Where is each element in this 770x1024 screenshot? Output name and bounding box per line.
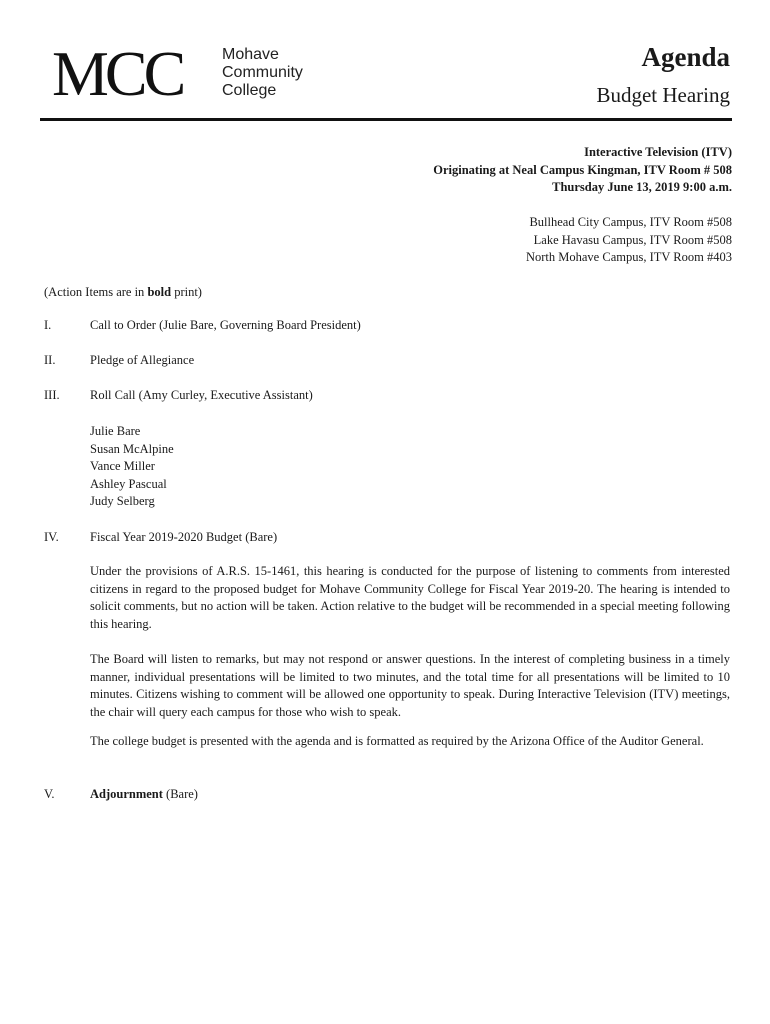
item-number: II. xyxy=(44,353,56,367)
action-items-note xyxy=(44,285,202,300)
board-member: Judy Selberg xyxy=(90,494,155,508)
document-subtitle: Budget Hearing xyxy=(596,83,730,107)
campus-location: North Mohave Campus, ITV Room #403 xyxy=(525,250,732,264)
board-member: Vance Miller xyxy=(90,459,155,473)
item-number: IV. xyxy=(44,530,59,544)
logo-wordmark xyxy=(222,46,303,100)
item-text: Pledge of Allegiance xyxy=(90,353,195,367)
item-text xyxy=(90,786,198,804)
logo-line: College xyxy=(222,82,277,99)
logo-line: Mohave xyxy=(222,46,279,63)
action-item-label: Adjournment xyxy=(90,787,163,801)
item-number: I. xyxy=(44,318,52,332)
meeting-datetime: Thursday June 13, 2019 9:00 a.m. xyxy=(552,180,732,194)
item-text: Roll Call (Amy Curley, Executive Assistant) xyxy=(90,388,313,402)
document-title: Agenda xyxy=(641,42,730,72)
header-divider xyxy=(40,118,732,121)
campus-locations xyxy=(526,214,732,267)
item-text: Fiscal Year 2019-2020 Budget (Bare) xyxy=(90,530,278,544)
note-text: print) xyxy=(171,285,202,299)
board-members-list xyxy=(90,423,174,511)
budget-paragraph-1: Under the provisions of A.R.S. 15-1461, this hearing is conducted for the purpose of listening to comments from interested citizens in regard to the proposed budget for Mohave Community College for Fiscal Year 2019-20. The hearing is intended to solicit comments, but no action will be taken. Action relative to the budget will be recommended in a special meeting following this hearing. xyxy=(90,564,730,631)
meeting-origin: Originating at Neal Campus Kingman, ITV Room # 508 xyxy=(433,162,732,177)
campus-location: Lake Havasu Campus, ITV Room #508 xyxy=(533,232,732,247)
board-member: Susan McAlpine xyxy=(90,441,174,456)
campus-location: Bullhead City Campus, ITV Room #508 xyxy=(529,215,732,229)
item-presenter: (Bare) xyxy=(162,787,198,801)
item-number: III. xyxy=(44,388,60,402)
note-text: (Action Items are in xyxy=(44,285,148,299)
budget-paragraph-2: The Board will listen to remarks, but may not respond or answer questions. In the interest of completing business in a timely manner, individual presentations will be limited to two minutes, and the total time for all presentations will be limited to 10 minutes. Citizens wishing to comment will be allowed one opportunity to speak. During Interactive Television (ITV) meetings, the chair will query each campus for those who wish to speak. xyxy=(90,652,730,719)
board-member: Ashley Pascual xyxy=(90,476,167,491)
item-number: V. xyxy=(44,787,55,801)
board-member: Julie Bare xyxy=(90,424,141,438)
item-text: Call to Order (Julie Bare, Governing Board President) xyxy=(90,318,361,332)
budget-paragraph-3: The college budget is presented with the agenda and is formatted as required by the Arizona Office of the Auditor General. xyxy=(90,734,704,748)
logo-mark: MCC xyxy=(52,38,183,109)
meeting-format: Interactive Television (ITV) xyxy=(584,145,732,159)
note-bold-text: bold xyxy=(147,285,172,299)
meeting-details xyxy=(433,144,732,197)
logo-line: Community xyxy=(222,64,303,81)
